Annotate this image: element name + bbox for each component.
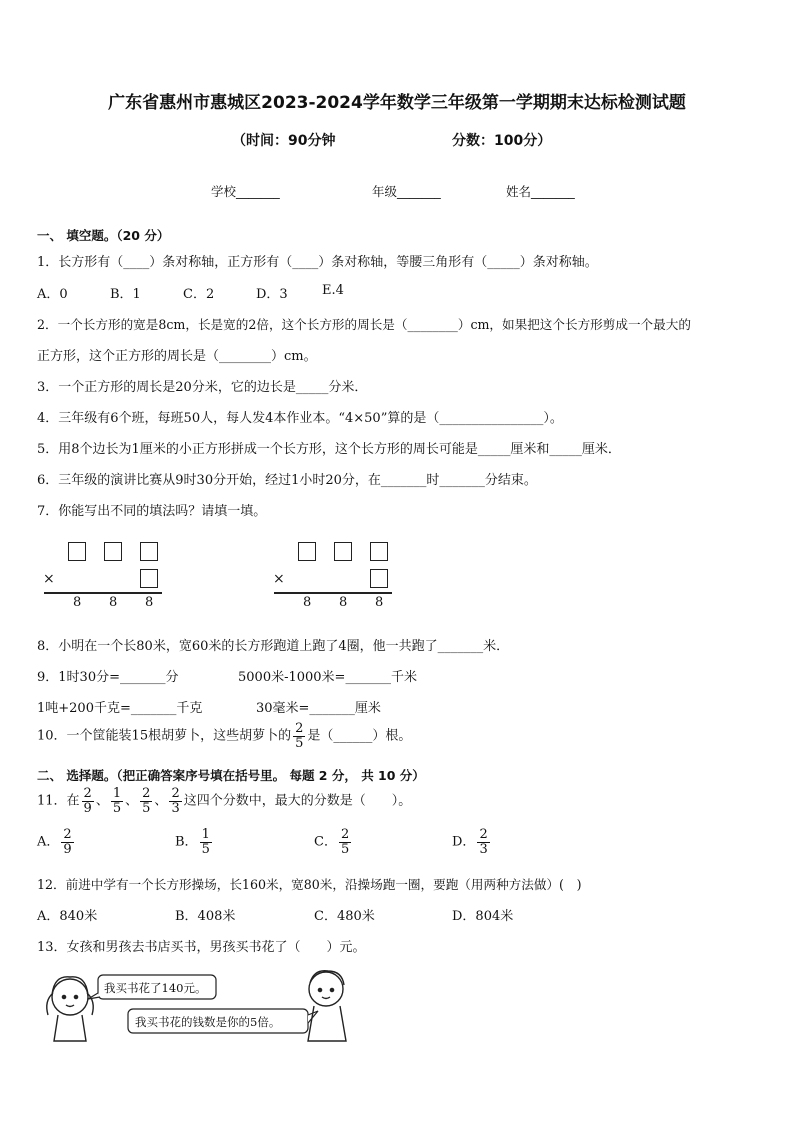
- q11-text-pre: 11．在: [37, 793, 80, 809]
- question-11: [37, 787, 411, 815]
- question-4: 4．三年级有6个班，每班50人，每人发4本作业本。“4×50”算的是（________________）。: [37, 411, 563, 426]
- q1-option-a: A．0: [37, 287, 68, 302]
- numerator: 1: [201, 827, 210, 842]
- option-label: D．: [452, 834, 476, 850]
- q11-option-d: [452, 828, 492, 856]
- question-3: 3．一个正方形的周长是20分米，它的边长是_____分米．: [37, 380, 368, 395]
- option-label: C．: [314, 834, 337, 850]
- result-digit: 8: [109, 595, 118, 610]
- fraction: [140, 787, 152, 815]
- fraction: [477, 828, 489, 856]
- numerator: 1: [112, 786, 122, 801]
- q1-option-b: B．1: [110, 287, 141, 302]
- kids-illustration: [40, 963, 360, 1045]
- q12-option-d: D．804米: [452, 909, 514, 924]
- denominator: 9: [83, 800, 92, 816]
- option-label: B．: [175, 834, 198, 850]
- q1-option-d: D．3: [256, 287, 288, 302]
- denominator: 5: [295, 735, 304, 751]
- separator: 、: [95, 793, 109, 809]
- fraction: [339, 828, 351, 856]
- digit-box[interactable]: [68, 542, 86, 561]
- q11-option-c: [314, 828, 353, 856]
- equation-line: [44, 592, 162, 594]
- girl-figure: [47, 977, 93, 1041]
- denominator: 5: [112, 800, 122, 816]
- digit-box[interactable]: [140, 569, 158, 588]
- digit-box[interactable]: [104, 542, 122, 561]
- question-12: 12．前进中学有一个长方形操场，长160米，宽80米，沿操场跑一圈，要跑（用两种方法做）( ): [37, 877, 582, 892]
- q12-option-c: C．480米: [314, 909, 375, 924]
- digit-box[interactable]: [370, 542, 388, 561]
- separator: 、: [154, 793, 168, 809]
- q10-text-post: 是（______）根。: [307, 728, 412, 744]
- page-title: 广东省惠州市惠城区2023-2024学年数学三年级第一学期期末达标检测试题: [108, 93, 686, 113]
- separator: 、: [125, 793, 139, 809]
- q11-option-a: [37, 828, 76, 856]
- time-limit: （时间：90分钟: [232, 133, 336, 149]
- school-field[interactable]: 学校_______: [211, 184, 280, 199]
- denominator: 3: [171, 800, 180, 816]
- digit-box[interactable]: [140, 542, 158, 561]
- multiply-sign: ×: [273, 571, 285, 587]
- numerator: 2: [340, 827, 350, 842]
- fraction: [61, 828, 73, 856]
- fraction: [111, 787, 123, 815]
- option-label: A．: [37, 834, 60, 850]
- result-digit: 8: [145, 595, 154, 610]
- result-digit: 8: [303, 595, 312, 610]
- section-fill-in-heading: 一、 填空题。（20 分）: [37, 228, 170, 243]
- question-5: 5．用8个边长为1厘米的小正方形拼成一个长方形，这个长方形的周长可能是_____厘米和_____厘米．: [37, 442, 621, 457]
- fraction: [82, 787, 94, 815]
- fraction: [293, 722, 305, 750]
- question-9-a: 9．1时30分=_______分: [37, 670, 179, 685]
- denominator: 5: [142, 800, 151, 816]
- q12-option-b: B．408米: [175, 909, 236, 924]
- boy-figure: [308, 971, 346, 1041]
- question-2-line2: 正方形，这个正方形的周长是（________）cm。: [37, 349, 317, 364]
- q12-option-a: A．840米: [37, 909, 98, 924]
- q11-option-b: [175, 828, 214, 856]
- total-score: 分数：100分）: [452, 133, 552, 149]
- q11-text-post: 这四个分数中，最大的分数是（ ）。: [183, 793, 412, 809]
- section-choice-heading: 二、 选择题。（把正确答案序号填在括号里。 每题 2 分， 共 10 分）: [37, 768, 425, 783]
- q10-text-pre: 10．一个筐能装15根胡萝卜，这些胡萝卜的: [37, 728, 292, 744]
- numerator: 2: [83, 786, 92, 801]
- fraction: [169, 787, 181, 815]
- digit-box[interactable]: [370, 569, 388, 588]
- numerator: 2: [295, 721, 304, 736]
- denominator: 9: [63, 841, 72, 857]
- equation-line: [274, 592, 392, 594]
- question-2-line1: 2．一个长方形的宽是8cm，长是宽的2倍，这个长方形的周长是（________）cm，如果把这个长方形剪成一个最大的: [37, 317, 691, 332]
- boy-bubble-text: 我买书花的钱数是你的5倍。: [135, 1015, 281, 1029]
- fraction: [200, 828, 212, 856]
- digit-box[interactable]: [298, 542, 316, 561]
- result-digit: 8: [375, 595, 384, 610]
- q1-option-e: E.4: [322, 283, 344, 298]
- question-6: 6．三年级的演讲比赛从9时30分开始，经过1小时20分，在_______时_______分结束。: [37, 473, 537, 488]
- question-13: 13．女孩和男孩去书店买书，男孩买书花了（ ）元。: [37, 940, 366, 955]
- multiply-sign: ×: [43, 571, 55, 587]
- result-digit: 8: [73, 595, 82, 610]
- question-7: 7．你能写出不同的填法吗？请填一填。: [37, 504, 267, 519]
- question-9-d: 30毫米=_______厘米: [256, 701, 381, 716]
- denominator: 5: [340, 841, 350, 857]
- question-9-b: 5000米-1000米=_______千米: [238, 670, 417, 685]
- numerator: 2: [142, 786, 151, 801]
- name-field[interactable]: 姓名_______: [506, 184, 575, 199]
- grade-field[interactable]: 年级_______: [372, 184, 441, 199]
- numerator: 2: [63, 827, 72, 842]
- numerator: 2: [171, 786, 180, 801]
- numerator: 2: [479, 827, 488, 842]
- digit-box[interactable]: [334, 542, 352, 561]
- question-8: 8．小明在一个长80米，宽60米的长方形跑道上跑了4圈，他一共跑了_______米．: [37, 639, 510, 654]
- denominator: 5: [201, 841, 210, 857]
- result-digit: 8: [339, 595, 348, 610]
- question-10: [37, 722, 411, 750]
- question-9-c: 1吨+200千克=_______千克: [37, 701, 203, 716]
- girl-bubble-text: 我买书花了140元。: [104, 981, 207, 995]
- question-1: 1．长方形有（____）条对称轴，正方形有（____）条对称轴，等腰三角形有（_____）条对称轴。: [37, 255, 598, 270]
- q1-option-c: C．2: [183, 287, 215, 302]
- denominator: 3: [479, 841, 488, 857]
